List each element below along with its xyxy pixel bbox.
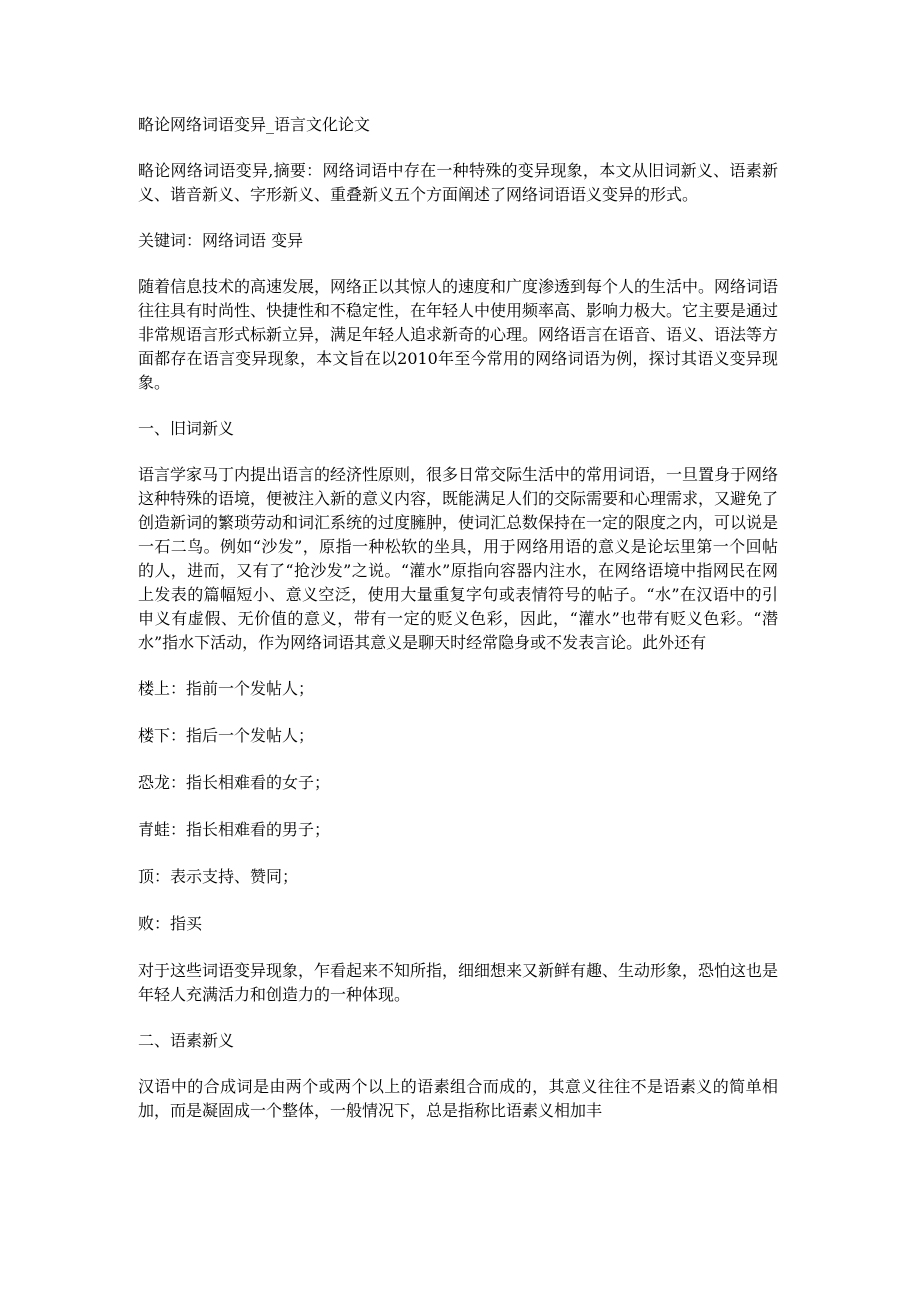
example-item: 顶：表示支持、赞同； — [138, 867, 299, 886]
document-title: 略论网络词语变异_语言文化论文 — [138, 115, 371, 134]
section-1-summary: 对于这些词语变异现象，乍看起来不知所指，细细想来又新鲜有趣、生动形象，恐怕这也是年轻人充满活力和创造力的一种体现。 — [138, 961, 779, 1004]
section-2-paragraph: 汉语中的合成词是由两个或两个以上的语素组合而成的，其意义往往不是语素义的简单相加，而是凝固成一个整体，一般情况下，总是指称比语素义相加丰 — [138, 1077, 778, 1120]
example-item: 青蛙：指长相难看的男子； — [138, 820, 331, 839]
intro-paragraph: 随着信息技术的高速发展，网络正以其惊人的速度和广度渗透到每个人的生活中。网络词语往往具有时尚性、快捷性和不稳定性，在年轻人中使用频率高、影响力极大。它主要是通过非常规语言形式标新立异，满足年轻人追求新奇的心理。网络语言在语音、语义、语法等方面都存在语言变异现象，本文旨在以2010年至今常用的网络词语为例，探讨其语义变异现象。 — [138, 277, 779, 392]
example-item: 楼上：指前一个发帖人； — [138, 679, 315, 698]
example-item: 恐龙：指长相难看的女子； — [138, 773, 331, 792]
section-heading-2: 二、语素新义 — [138, 1031, 235, 1050]
document-page — [138, 113, 778, 1145]
abstract-paragraph: 略论网络词语变异,摘要：网络词语中存在一种特殊的变异现象，本文从旧词新义、语素新义、谐音新义、字形新义、重叠新义五个方面阐述了网络词语语义变异的形式。 — [138, 161, 778, 204]
example-item: 败：指买 — [138, 914, 203, 933]
example-item: 楼下：指后一个发帖人； — [138, 726, 315, 745]
keywords-line: 关键词：网络词语 变异 — [138, 231, 304, 250]
section-heading-1: 一、旧词新义 — [138, 419, 235, 438]
section-1-paragraph: 语言学家马丁内提出语言的经济性原则，很多日常交际生活中的常用词语，一旦置身于网络这种特殊的语境，便被注入新的意义内容，既能满足人们的交际需要和心理需求，又避免了创造新词的繁琐劳动和词汇系统的过度臃肿，使词汇总数保持在一定的限度之内，可以说是一石二鸟。例如“沙发”，原指一种松软的坐具，用于网络用语的意义是论坛里第一个回帖的人，进而，又有了“抢沙发”之说。“灌水”原指向容器内注水，在网络语境中指网民在网上发表的篇幅短小、意义空泛，使用大量重复字句或表情符号的帖子。“水”在汉语中的引申义有虚假、无价值的意义，带有一定的贬义色彩，因此，“灌水”也带有贬义色彩。“潜水”指水下活动，作为网络词语其意义是聊天时经常隐身或不发表言论。此外还有 — [138, 465, 779, 652]
